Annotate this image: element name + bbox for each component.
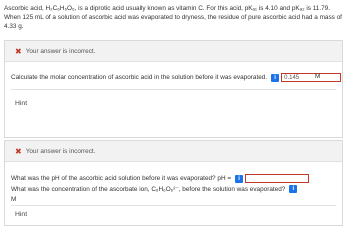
part2-conc-unit: M [11, 196, 17, 203]
part1-answer-input[interactable]: 0.145 [281, 73, 341, 82]
part1-unit: M [315, 73, 321, 80]
part2-panel [4, 140, 343, 226]
part1-panel [4, 40, 343, 138]
part2-divider [11, 205, 336, 206]
incorrect-x-icon: ✖ [15, 146, 22, 156]
part1-incorrect-alert [5, 41, 342, 62]
part2-ph-line [11, 174, 309, 183]
info-icon[interactable]: i [235, 175, 243, 183]
info-icon[interactable]: i [271, 74, 279, 82]
part2-incorrect-alert [5, 141, 342, 162]
part2-conc-question: What was the concentration of the ascorbate ion, C₆H₆O₆²⁻, before the solution was evaporated? [11, 186, 286, 193]
part2-ph-input[interactable] [245, 174, 309, 183]
part2-conc-line [11, 185, 297, 193]
part1-hint-button[interactable]: Hint [15, 100, 28, 107]
part1-question-text: Calculate the molar concentration of ascorbic acid in the solution before it was evaporated. [11, 74, 268, 81]
part1-question-line [11, 73, 341, 82]
info-icon[interactable]: i [289, 185, 297, 193]
part2-ph-question: What was the pH of the ascorbic acid solution before it was evaporated? pH = [11, 175, 232, 182]
part1-feedback-text: Your answer is incorrect. [25, 47, 96, 55]
incorrect-x-icon: ✖ [15, 46, 22, 56]
part2-hint-button[interactable]: Hint [15, 211, 28, 218]
problem-statement: Ascorbic acid, H₂C₆H₆O₆, is a diprotic acid usually known as vitamin C. For this acid, pKₐ₁ is 4.10 and pKₐ₂ is 11.79. When 125 mL of a solution of ascorbic acid was evaporated to dryness, the residue of pure ascorbic acid had a mass of 4.33 g. [4, 5, 342, 30]
part1-divider [11, 89, 336, 90]
part2-feedback-text: Your answer is incorrect. [25, 147, 96, 155]
